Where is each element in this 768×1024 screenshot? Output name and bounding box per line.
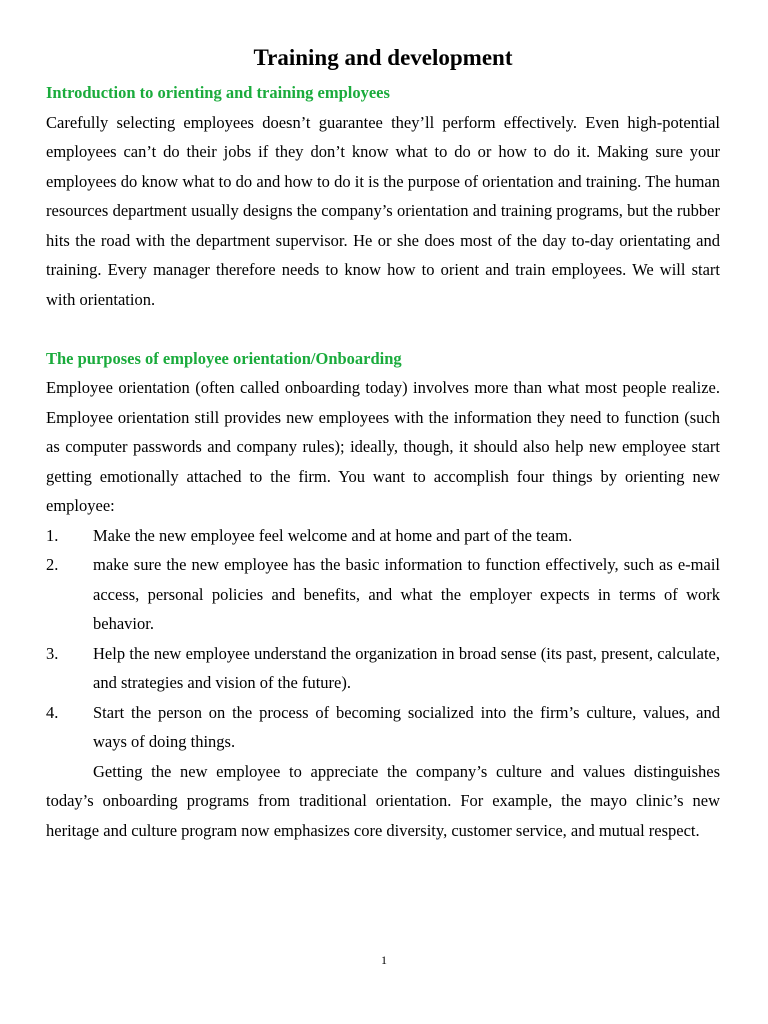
list-item-text: Help the new employee understand the organization in broad sense (its past, present, calculate, and strategies and vision of the future). xyxy=(93,643,720,692)
closing-paragraph: Getting the new employee to appreciate the company’s culture and values distinguishes today’s onboarding programs from traditional orientation. For example, the mayo clinic’s new heritage and culture program now emphasizes core diversity, customer service, and mutual respect. xyxy=(46,761,720,840)
section-heading-orientation-purposes: The purposes of employee orientation/Onboarding xyxy=(46,348,402,368)
list-item-text: Make the new employee feel welcome and at home and part of the team. xyxy=(93,525,573,545)
orientation-goals-list xyxy=(46,521,720,757)
list-item-number: 1. xyxy=(46,525,59,545)
list-item-number: 3. xyxy=(46,643,59,663)
page-number: 1 xyxy=(381,953,387,967)
orientation-paragraph: Employee orientation (often called onboarding today) involves more than what most people realize. Employee orientation still provides new employees with the information they need to function (such as computer passwords and company rules); ideally, though, it should also help new employee start getting emotionally attached to the firm. You want to accomplish four things by orienting new employee: xyxy=(46,378,720,515)
list-item xyxy=(46,550,720,639)
section-spacer xyxy=(46,314,720,344)
list-item xyxy=(46,698,720,757)
list-item xyxy=(46,639,720,698)
document-page xyxy=(46,40,720,845)
list-item-number: 4. xyxy=(46,702,59,722)
section-heading-introduction: Introduction to orienting and training employees xyxy=(46,83,390,102)
list-item xyxy=(46,521,720,551)
list-item-text: Start the person on the process of becoming socialized into the firm’s culture, values, and ways of doing things. xyxy=(93,702,720,751)
introduction-paragraph: Carefully selecting employees doesn’t guarantee they’ll perform effectively. Even high-potential employees can’t do their jobs if they don’t know what to do or how to do it. Making sure your employees do know what to do and how to do it is the purpose of orientation and training. The human resources department usually designs the company’s orientation and training programs, but the rubber hits the road with the department supervisor. He or she does most of the day to-day orientating and training. Every manager therefore needs to know how to orient and train employees. We will start with orientation. xyxy=(46,112,720,309)
list-item-number: 2. xyxy=(46,555,59,574)
list-item-text: make sure the new employee has the basic information to function effectively, such as e-mail access, personal policies and benefits, and what the employer expects in terms of work behavior. xyxy=(93,555,720,633)
document-title: Training and development xyxy=(253,45,513,70)
